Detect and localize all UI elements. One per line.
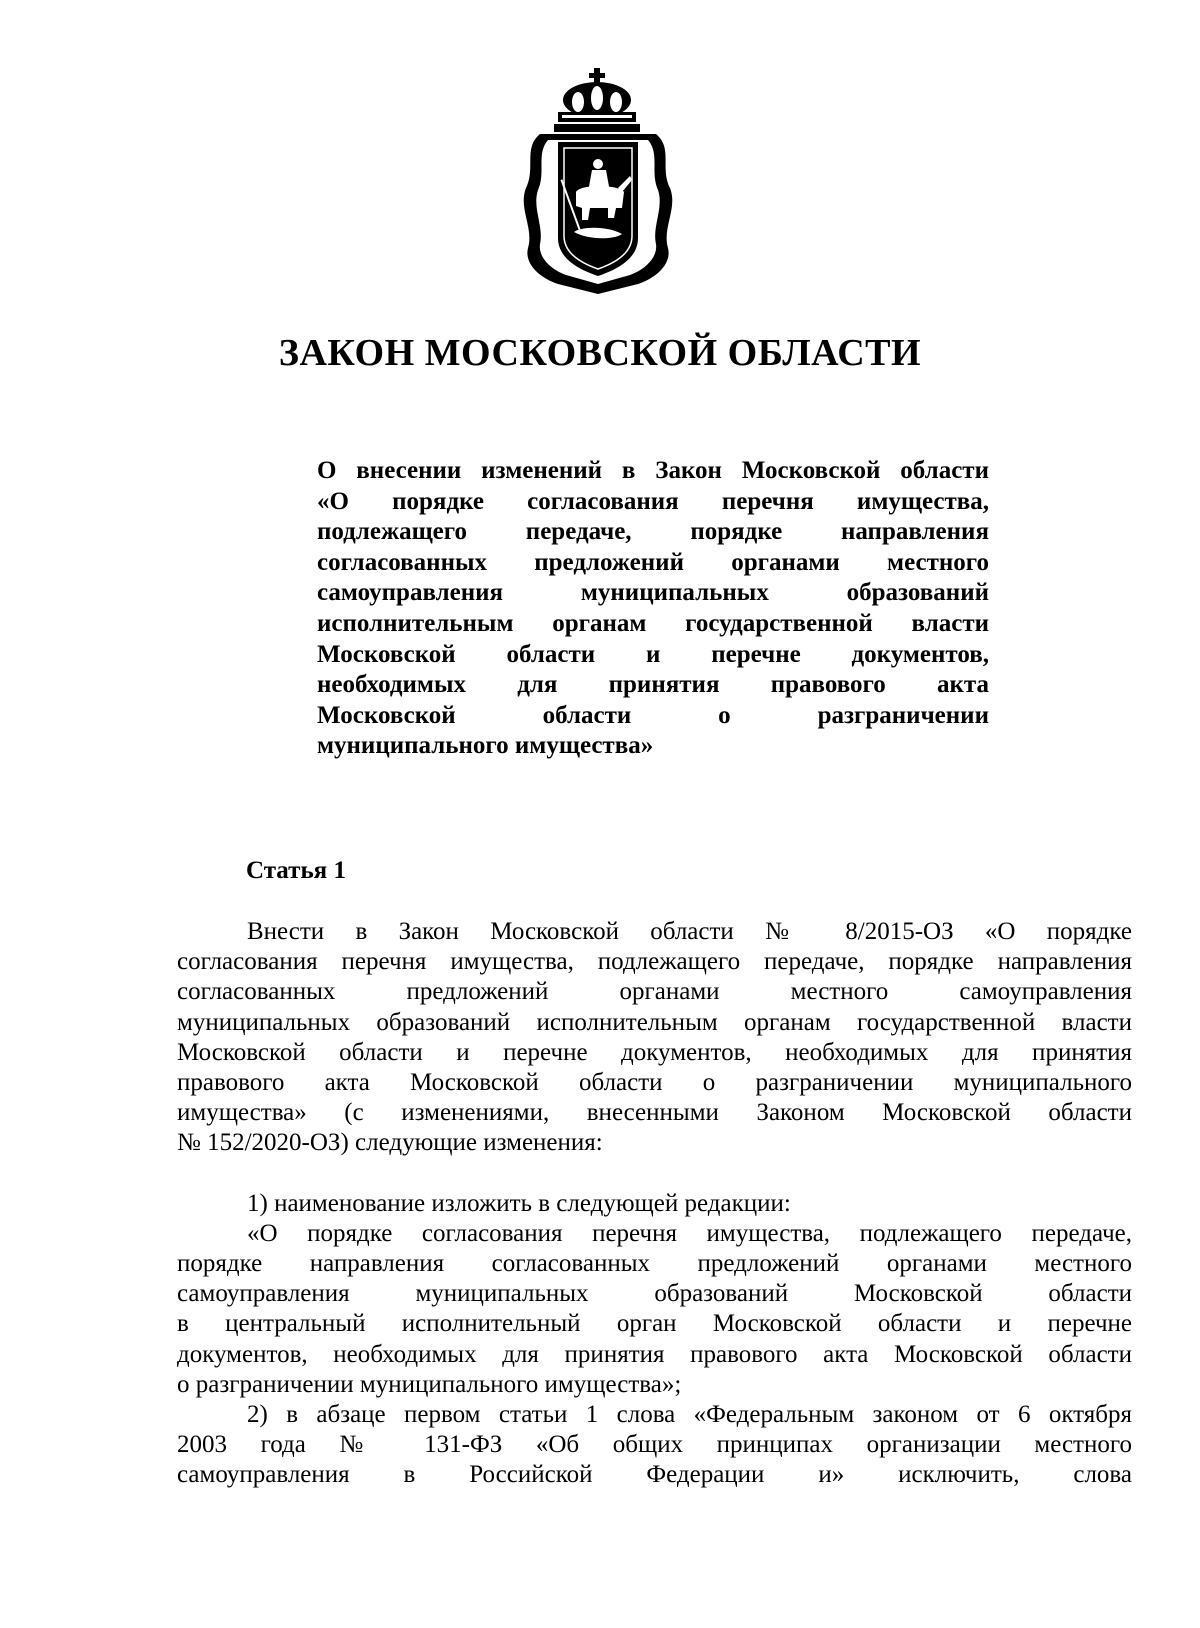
item-2 bbox=[177, 1400, 1132, 1491]
law-title: ЗАКОН МОСКОВСКОЙ ОБЛАСТИ bbox=[278, 332, 922, 374]
body-line: имущества» (с изменениями, внесенными Законом Московской области bbox=[177, 1099, 1132, 1127]
body-line: самоуправления муниципальных образований Московской области bbox=[177, 1280, 1132, 1308]
body-line: согласования перечня имущества, подлежащего передаче, порядке направления bbox=[177, 948, 1132, 976]
body-line: 2003 года № 131-ФЗ «Об общих принципах организации местного bbox=[177, 1431, 1132, 1459]
body-line: 2) в абзаце первом статьи 1 слова «Федеральным законом от 6 октября bbox=[247, 1401, 1132, 1429]
body-line: Московской области и перечне документов, необходимых для принятия bbox=[177, 1038, 1132, 1066]
item-1 bbox=[177, 1189, 1132, 1400]
body-line: порядке направления согласованных предложений органами местного bbox=[177, 1250, 1132, 1278]
body-line: согласованных предложений органами местного самоуправления bbox=[177, 978, 1132, 1006]
law-subject bbox=[317, 456, 989, 762]
subject-line: согласованных предложений органами местного bbox=[317, 548, 989, 576]
paragraph-1 bbox=[177, 917, 1132, 1159]
article-body bbox=[177, 917, 1132, 1491]
subject-line: необходимых для принятия правового акта bbox=[317, 671, 989, 699]
coat-of-arms-emblem bbox=[518, 68, 678, 296]
body-line: № 152/2020-ОЗ) следующие изменения: bbox=[177, 1129, 603, 1157]
subject-line: «О порядке согласования перечня имущества, bbox=[317, 487, 989, 515]
body-line: о разграничении муниципального имущества»; bbox=[177, 1370, 682, 1398]
subject-line: О внесении изменений в Закон Московской области bbox=[317, 457, 989, 484]
subject-line: самоуправления муниципальных образований bbox=[317, 579, 989, 607]
subject-line: исполнительным органам государственной власти bbox=[317, 609, 989, 637]
subject-line: муниципального имущества» bbox=[317, 732, 654, 760]
body-line: «О порядке согласования перечня имущества, подлежащего передаче, bbox=[247, 1219, 1132, 1247]
article-heading: Статья 1 bbox=[246, 857, 346, 884]
paragraph-gap bbox=[177, 1159, 1132, 1189]
body-line: самоуправления в Российской Федерации и» исключить, слова bbox=[177, 1461, 1132, 1489]
subject-line: подлежащего передаче, порядке направления bbox=[317, 518, 989, 546]
body-line: Внести в Закон Московской области № 8/2015-ОЗ «О порядке bbox=[247, 918, 1132, 945]
body-line: 1) наименование изложить в следующей редакции: bbox=[247, 1189, 791, 1217]
subject-line: Московской области о разграничении bbox=[317, 701, 989, 729]
body-line: муниципальных образований исполнительным органам государственной власти bbox=[177, 1008, 1132, 1036]
body-line: в центральный исполнительный орган Московской области и перечне bbox=[177, 1310, 1132, 1338]
body-line: правового акта Московской области о разграничении муниципального bbox=[177, 1069, 1132, 1097]
subject-line: Московской области и перечне документов, bbox=[317, 640, 989, 668]
body-line: документов, необходимых для принятия правового акта Московской области bbox=[177, 1340, 1132, 1368]
